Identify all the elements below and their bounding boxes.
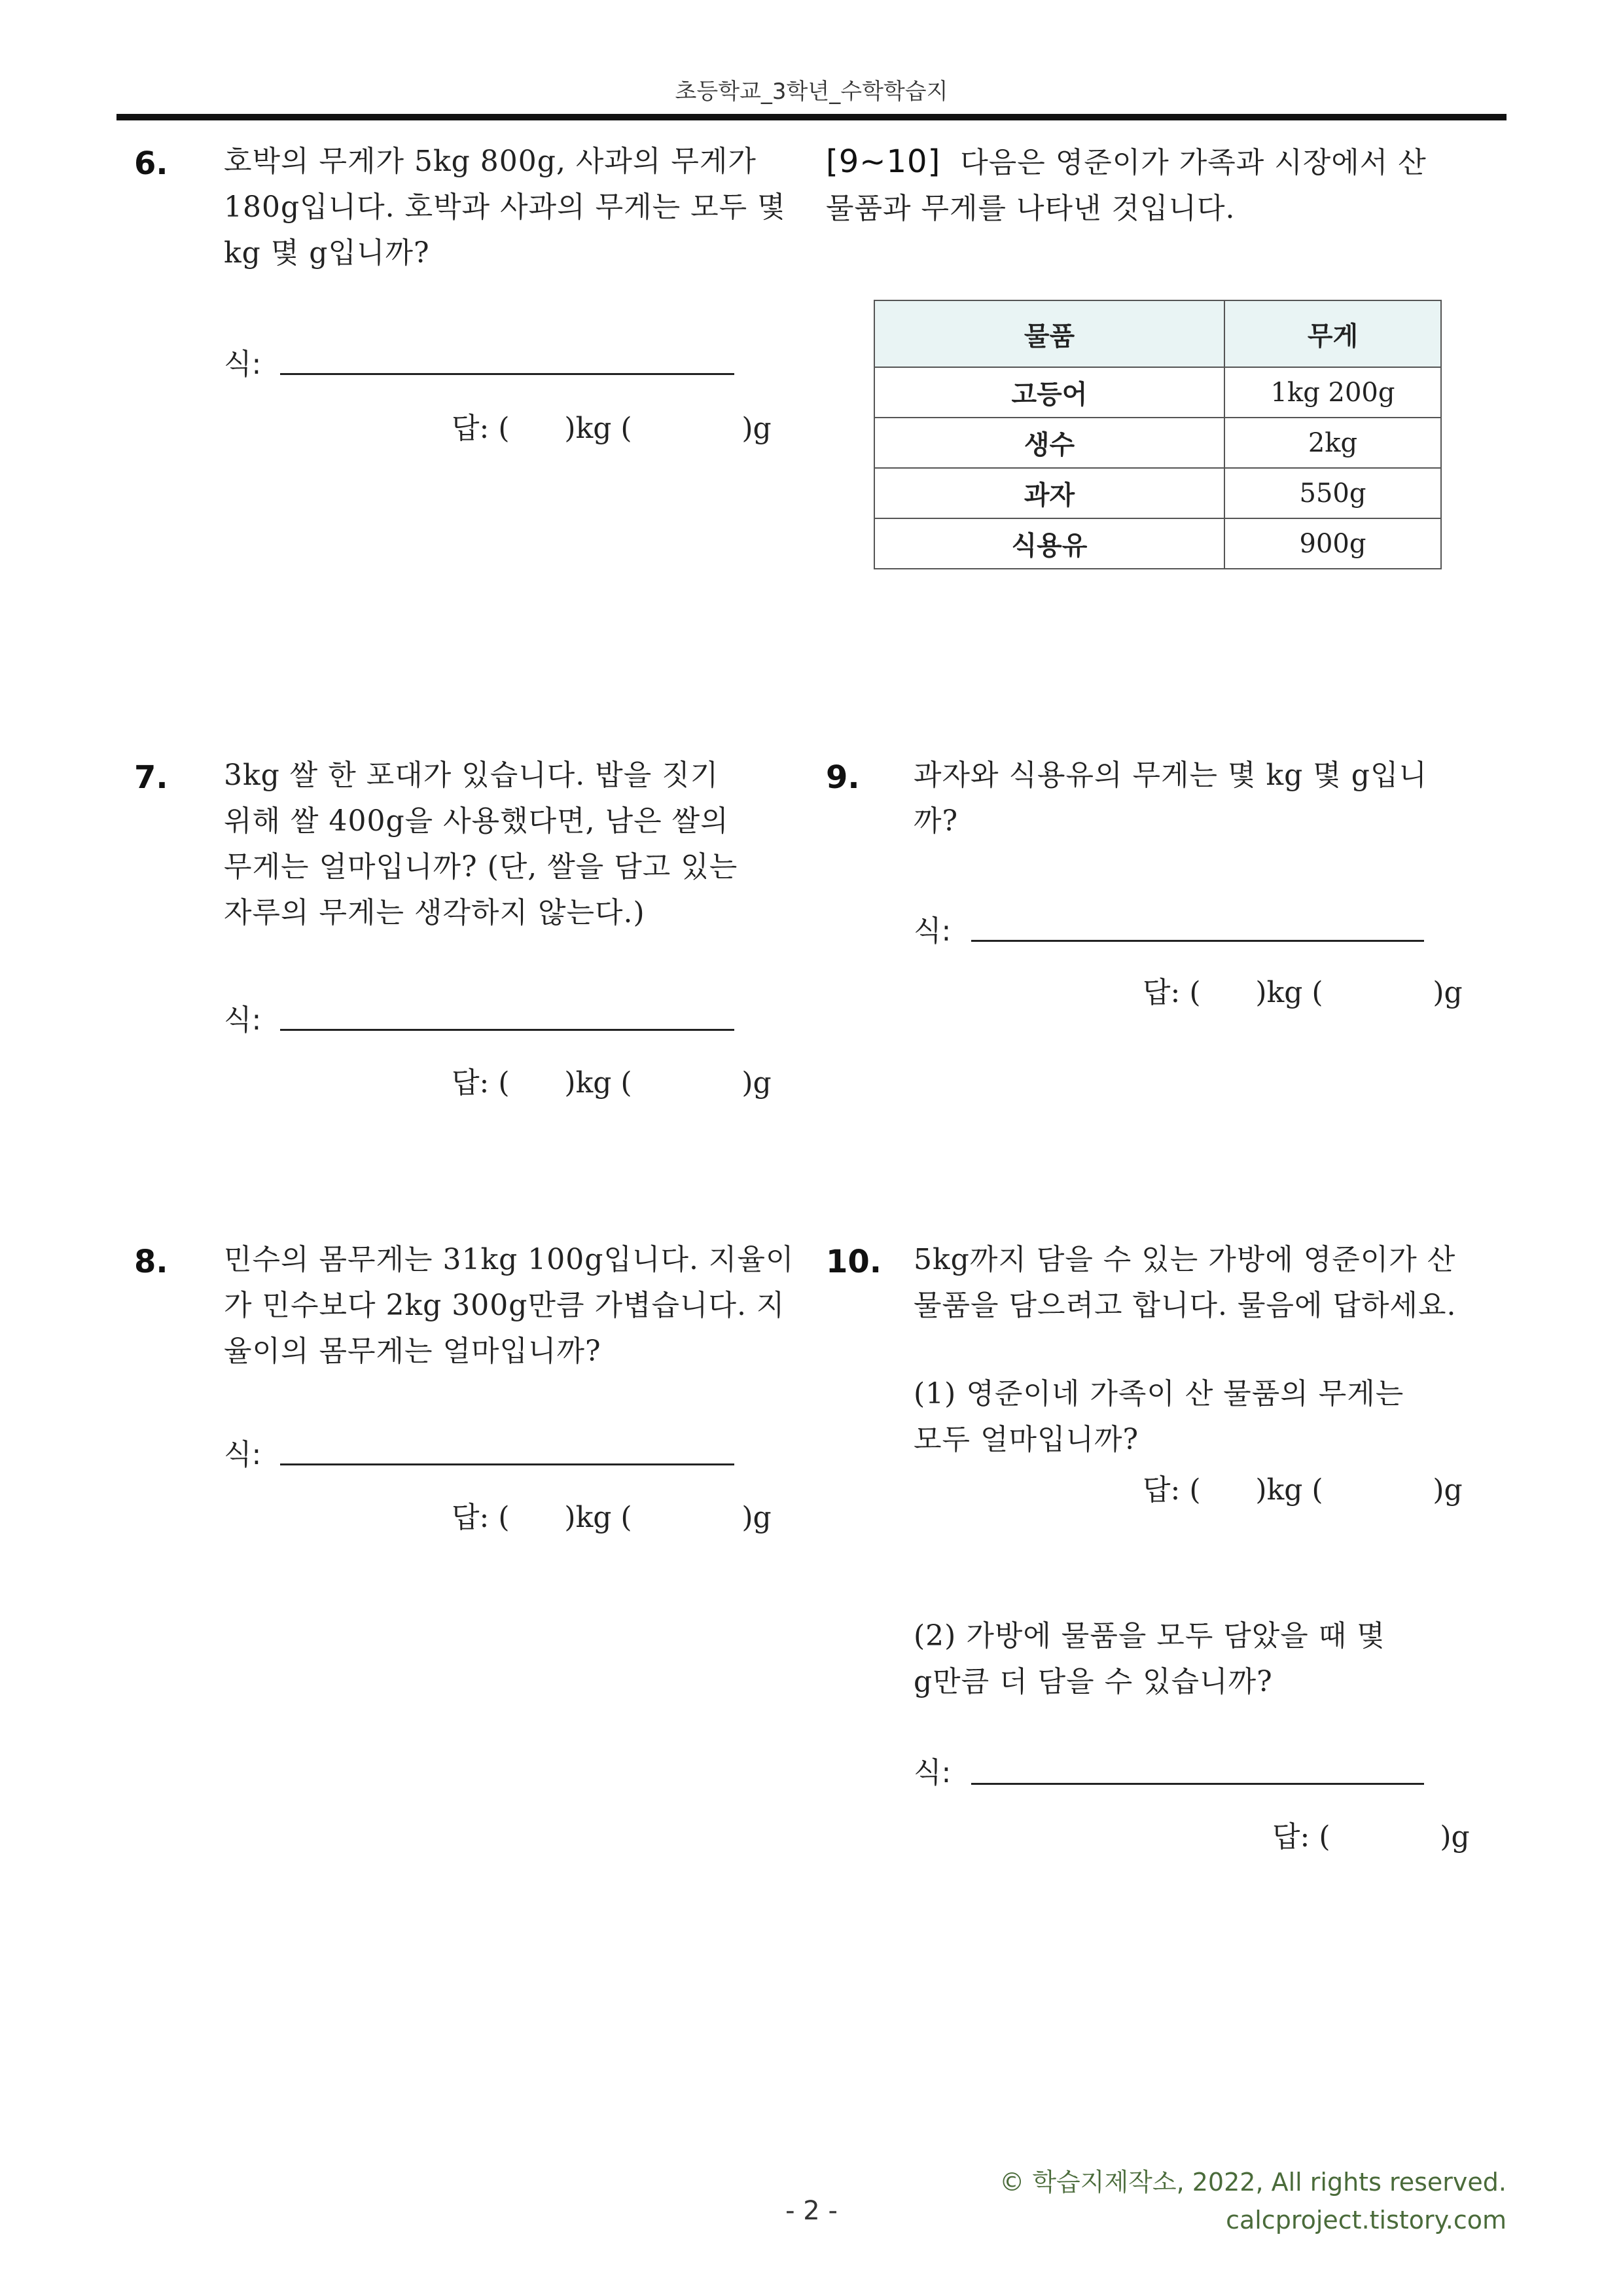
question-6-line: 180g입니다. 호박과 사과의 무게는 모두 몇 xyxy=(224,190,786,224)
question-10-sub1-line: (1) 영준이네 가족이 산 물품의 무게는 xyxy=(914,1377,1404,1410)
page-number: - 2 - xyxy=(785,2196,838,2226)
question-10-sub1-line: 모두 얼마입니까? xyxy=(914,1423,1139,1456)
question-9-text xyxy=(914,753,1427,844)
question-8-line: 가 민수보다 2kg 300g만큼 가볍습니다. 지 xyxy=(224,1289,785,1322)
question-6-line: 호박의 무게가 5kg 800g, 사과의 무게가 xyxy=(224,145,757,178)
worksheet-title: 초등학교_3학년_수학학습지 xyxy=(675,79,948,105)
intro-line-1: 다음은 영준이가 가족과 시장에서 산 xyxy=(960,146,1427,179)
question-10-number: 10. xyxy=(826,1244,882,1280)
item-name: 고등어 xyxy=(874,367,1224,418)
question-8-number: 8. xyxy=(134,1244,168,1280)
question-9-line: 까? xyxy=(914,804,959,838)
intro-line-2: 물품과 무게를 나타낸 것입니다. xyxy=(826,192,1236,225)
question-7-line: 3kg 쌀 한 포대가 있습니다. 밥을 짓기 xyxy=(224,759,719,792)
question-6-number: 6. xyxy=(134,145,168,182)
question-7-line: 위해 쌀 400g을 사용했다면, 남은 쌀의 xyxy=(224,804,729,838)
item-name: 생수 xyxy=(874,418,1224,468)
item-name: 과자 xyxy=(874,468,1224,518)
table-row xyxy=(874,367,1441,418)
question-9-answer[interactable]: 답: ( )kg ( )g xyxy=(1143,976,1463,1009)
table-row xyxy=(874,418,1441,468)
question-9-line: 과자와 식용유의 무게는 몇 kg 몇 g입니 xyxy=(914,759,1427,792)
question-9-number: 9. xyxy=(826,759,860,796)
table-header-row xyxy=(874,300,1441,367)
item-weight: 1kg 200g xyxy=(1224,367,1441,418)
item-weight: 550g xyxy=(1224,468,1441,518)
question-7-line: 무게는 얼마입니까? (단, 쌀을 담고 있는 xyxy=(224,850,738,884)
question-8-formula-line[interactable] xyxy=(280,1463,734,1465)
table-header-weight: 무게 xyxy=(1224,300,1441,367)
question-7-text xyxy=(224,753,738,936)
question-9-formula-line[interactable] xyxy=(971,940,1424,942)
question-10-sub2-text xyxy=(914,1613,1385,1705)
table-header-item: 물품 xyxy=(874,300,1224,367)
question-10-sub2-answer[interactable]: 답: ( )g xyxy=(1272,1820,1470,1854)
item-weight: 2kg xyxy=(1224,418,1441,468)
copyright-text: © 학습지제작소, 2022, All rights reserved. xyxy=(999,2168,1507,2197)
question-10-line: 물품을 담으려고 합니다. 물음에 답하세요. xyxy=(914,1289,1457,1322)
question-7-formula-line[interactable] xyxy=(280,1029,734,1031)
question-6-formula-line[interactable] xyxy=(280,373,734,375)
items-weight-table xyxy=(874,300,1442,569)
question-6-text xyxy=(224,139,786,276)
question-8-formula-label: 식: xyxy=(224,1438,262,1471)
question-6-answer[interactable]: 답: ( )kg ( )g xyxy=(452,412,772,445)
question-9-formula-label: 식: xyxy=(914,914,952,948)
question-10-sub1-answer[interactable]: 답: ( )kg ( )g xyxy=(1143,1473,1463,1507)
question-10-sub2-line: (2) 가방에 물품을 모두 담았을 때 몇 xyxy=(914,1619,1385,1653)
table-row xyxy=(874,468,1441,518)
question-7-formula-label: 식: xyxy=(224,1003,262,1037)
item-name: 식용유 xyxy=(874,518,1224,569)
question-10-line: 5kg까지 담을 수 있는 가방에 영준이가 산 xyxy=(914,1243,1456,1276)
question-8-text xyxy=(224,1237,794,1374)
table-row xyxy=(874,518,1441,569)
item-weight: 900g xyxy=(1224,518,1441,569)
question-8-line: 민수의 몸무게는 31kg 100g입니다. 지율이 xyxy=(224,1243,794,1276)
question-8-line: 율이의 몸무게는 얼마입니까? xyxy=(224,1335,601,1368)
intro-9-10 xyxy=(826,139,1427,232)
question-10-sub2-line: g만큼 더 담을 수 있습니까? xyxy=(914,1665,1273,1698)
question-10-sub2-formula-line[interactable] xyxy=(971,1783,1424,1785)
intro-range-label: [9~10] xyxy=(826,143,941,180)
site-url[interactable]: calcproject.tistory.com xyxy=(1226,2206,1507,2234)
question-7-line: 자루의 무게는 생각하지 않는다.) xyxy=(224,896,645,929)
question-6-line: kg 몇 g입니까? xyxy=(224,236,430,270)
question-6-formula-label: 식: xyxy=(224,348,262,381)
question-7-number: 7. xyxy=(134,759,168,796)
header-divider xyxy=(116,114,1507,120)
question-10-text xyxy=(914,1237,1456,1329)
question-10-sub2-formula-label: 식: xyxy=(914,1756,952,1789)
question-8-answer[interactable]: 답: ( )kg ( )g xyxy=(452,1501,772,1534)
question-7-answer[interactable]: 답: ( )kg ( )g xyxy=(452,1066,772,1100)
question-10-sub1-text xyxy=(914,1371,1404,1463)
